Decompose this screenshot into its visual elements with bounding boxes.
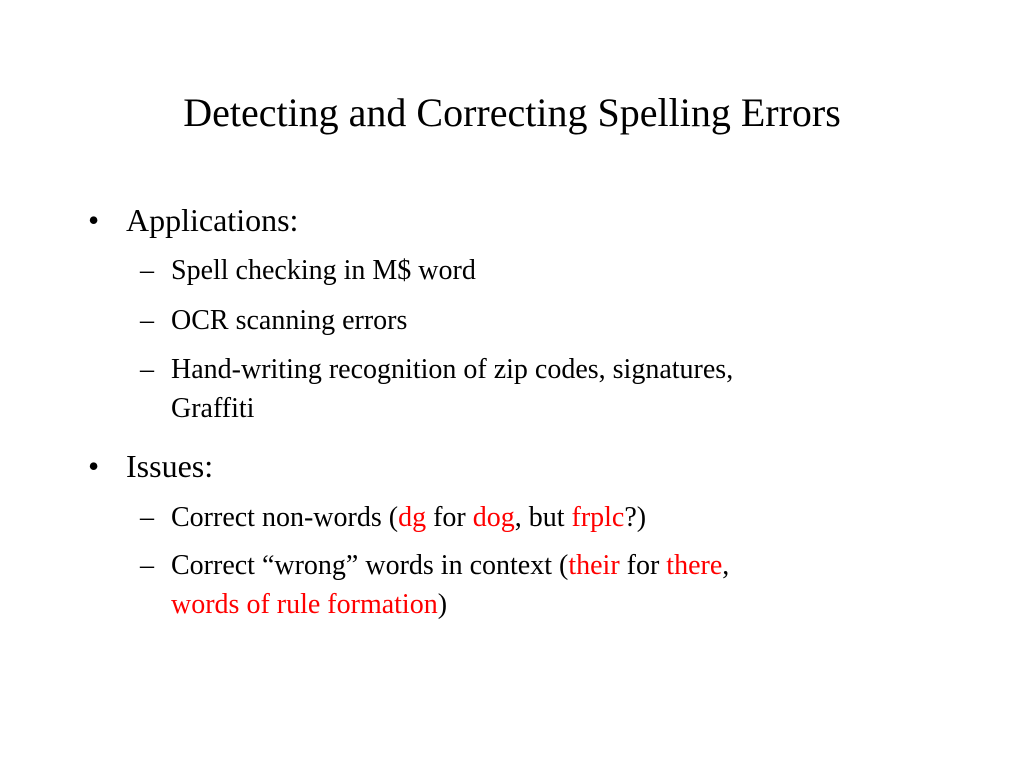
bullet-label: Issues: <box>126 448 214 484</box>
wrong-word-example: their <box>568 550 620 581</box>
dash-marker: – <box>140 255 154 286</box>
subitem-text: OCR scanning errors <box>171 305 408 336</box>
text-segment: Correct “wrong” words in context ( <box>171 550 569 581</box>
subitem-text-line1: Hand-writing recognition of zip codes, signatures, <box>171 354 734 385</box>
slide-title: Detecting and Correcting Spelling Errors <box>183 90 841 135</box>
correct-word-example: there <box>666 550 723 581</box>
text-segment: for <box>619 550 667 581</box>
bullet-label: Applications: <box>126 202 299 238</box>
bullet-marker: • <box>88 448 100 484</box>
bullet-marker: • <box>88 202 100 238</box>
text-segment: for <box>426 502 473 533</box>
dash-marker: – <box>140 305 154 336</box>
subitem-text-line2: Graffiti <box>171 393 255 424</box>
subitem-text <box>171 499 871 537</box>
text-segment: Correct non-words ( <box>171 502 399 533</box>
misspelled-example: frplc <box>571 502 625 533</box>
text-segment: , <box>722 550 730 581</box>
correct-example: dog <box>472 502 515 533</box>
dash-marker: – <box>140 502 154 533</box>
subitem-text <box>171 547 871 585</box>
text-segment: ?) <box>624 502 647 533</box>
dash-marker: – <box>140 354 154 385</box>
text-segment: , but <box>514 502 572 533</box>
misspelled-example: dg <box>398 502 427 533</box>
rule-formation-example: words of rule formation <box>171 589 438 620</box>
text-segment: ) <box>437 589 448 620</box>
subitem-text: Spell checking in M$ word <box>171 255 476 286</box>
subitem-text-line2 <box>171 586 871 624</box>
dash-marker: – <box>140 550 154 581</box>
